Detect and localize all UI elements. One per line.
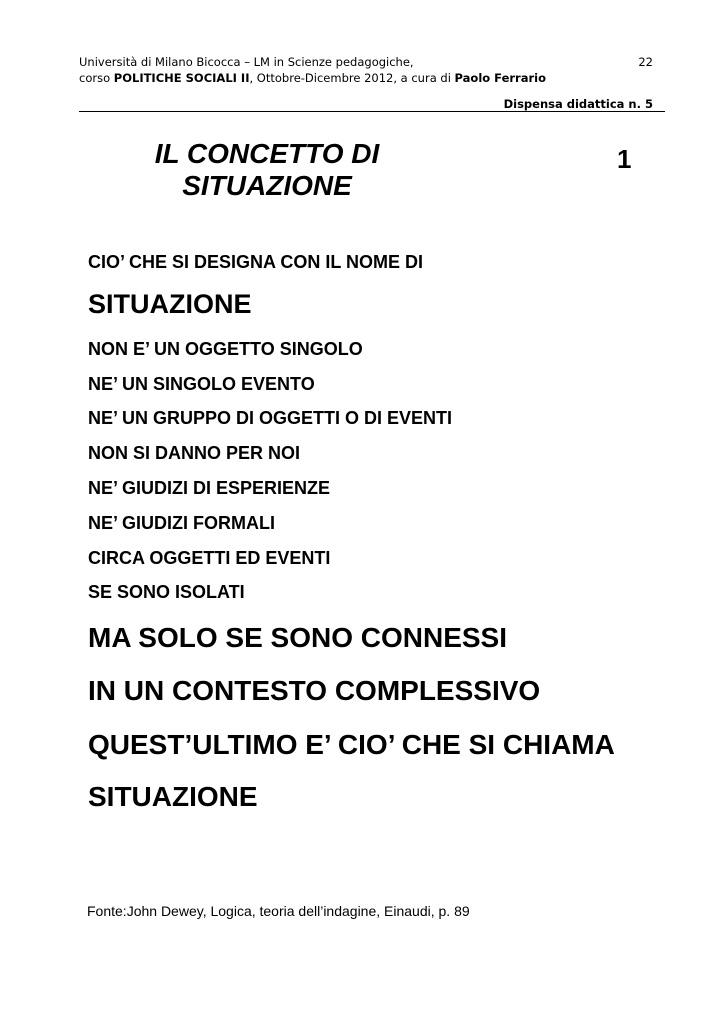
header-course-name: POLITICHE SOCIALI II <box>113 71 250 85</box>
body-line-8: NE’ GIUDIZI FORMALI <box>88 513 275 533</box>
slide-title <box>124 138 410 202</box>
body-line-13: QUEST’ULTIMO E’ CIO’ CHE SI CHIAMA <box>88 729 615 760</box>
dispensa-label: Dispensa didattica n. 5 <box>503 97 653 111</box>
body-line-12: IN UN CONTESTO COMPLESSIVO <box>88 675 541 706</box>
body-line-14: SITUAZIONE <box>88 781 258 812</box>
body-line-10: SE SONO ISOLATI <box>88 582 245 602</box>
header-divider <box>79 111 665 112</box>
header-course-middle: , Ottobre-Dicembre 2012, a cura di <box>249 71 455 85</box>
body-line-1: CIO’ CHE SI DESIGNA CON IL NOME DI <box>88 252 424 272</box>
header-university-line: Università di Milano Bicocca – LM in Scienze pedagogiche, <box>79 55 414 69</box>
page-number: 22 <box>638 55 653 69</box>
body-line-6: NON SI DANNO PER NOI <box>88 443 301 463</box>
body-line-2: SITUAZIONE <box>88 289 252 319</box>
slide-title-line-1: IL CONCETTO DI <box>154 138 380 169</box>
body-line-3: NON E’ UN OGGETTO SINGOLO <box>88 339 363 359</box>
body-line-9: CIRCA OGGETTI ED EVENTI <box>88 548 331 568</box>
header-course-line <box>79 70 659 86</box>
body-line-11: MA SOLO SE SONO CONNESSI <box>88 622 508 653</box>
source-citation: Fonte:John Dewey, Logica, teoria dell’indagine, Einaudi, p. 89 <box>87 903 470 919</box>
slide-number: 1 <box>617 144 632 174</box>
body-line-7: NE’ GIUDIZI DI ESPERIENZE <box>88 478 331 498</box>
header-course-prefix: corso <box>79 71 114 85</box>
header-author: Paolo Ferrario <box>454 71 546 85</box>
slide-title-line-2: SITUAZIONE <box>182 170 352 201</box>
body-line-4: NE’ UN SINGOLO EVENTO <box>88 374 315 394</box>
running-header <box>79 54 659 111</box>
body-line-5: NE’ UN GRUPPO DI OGGETTI O DI EVENTI <box>88 408 453 428</box>
